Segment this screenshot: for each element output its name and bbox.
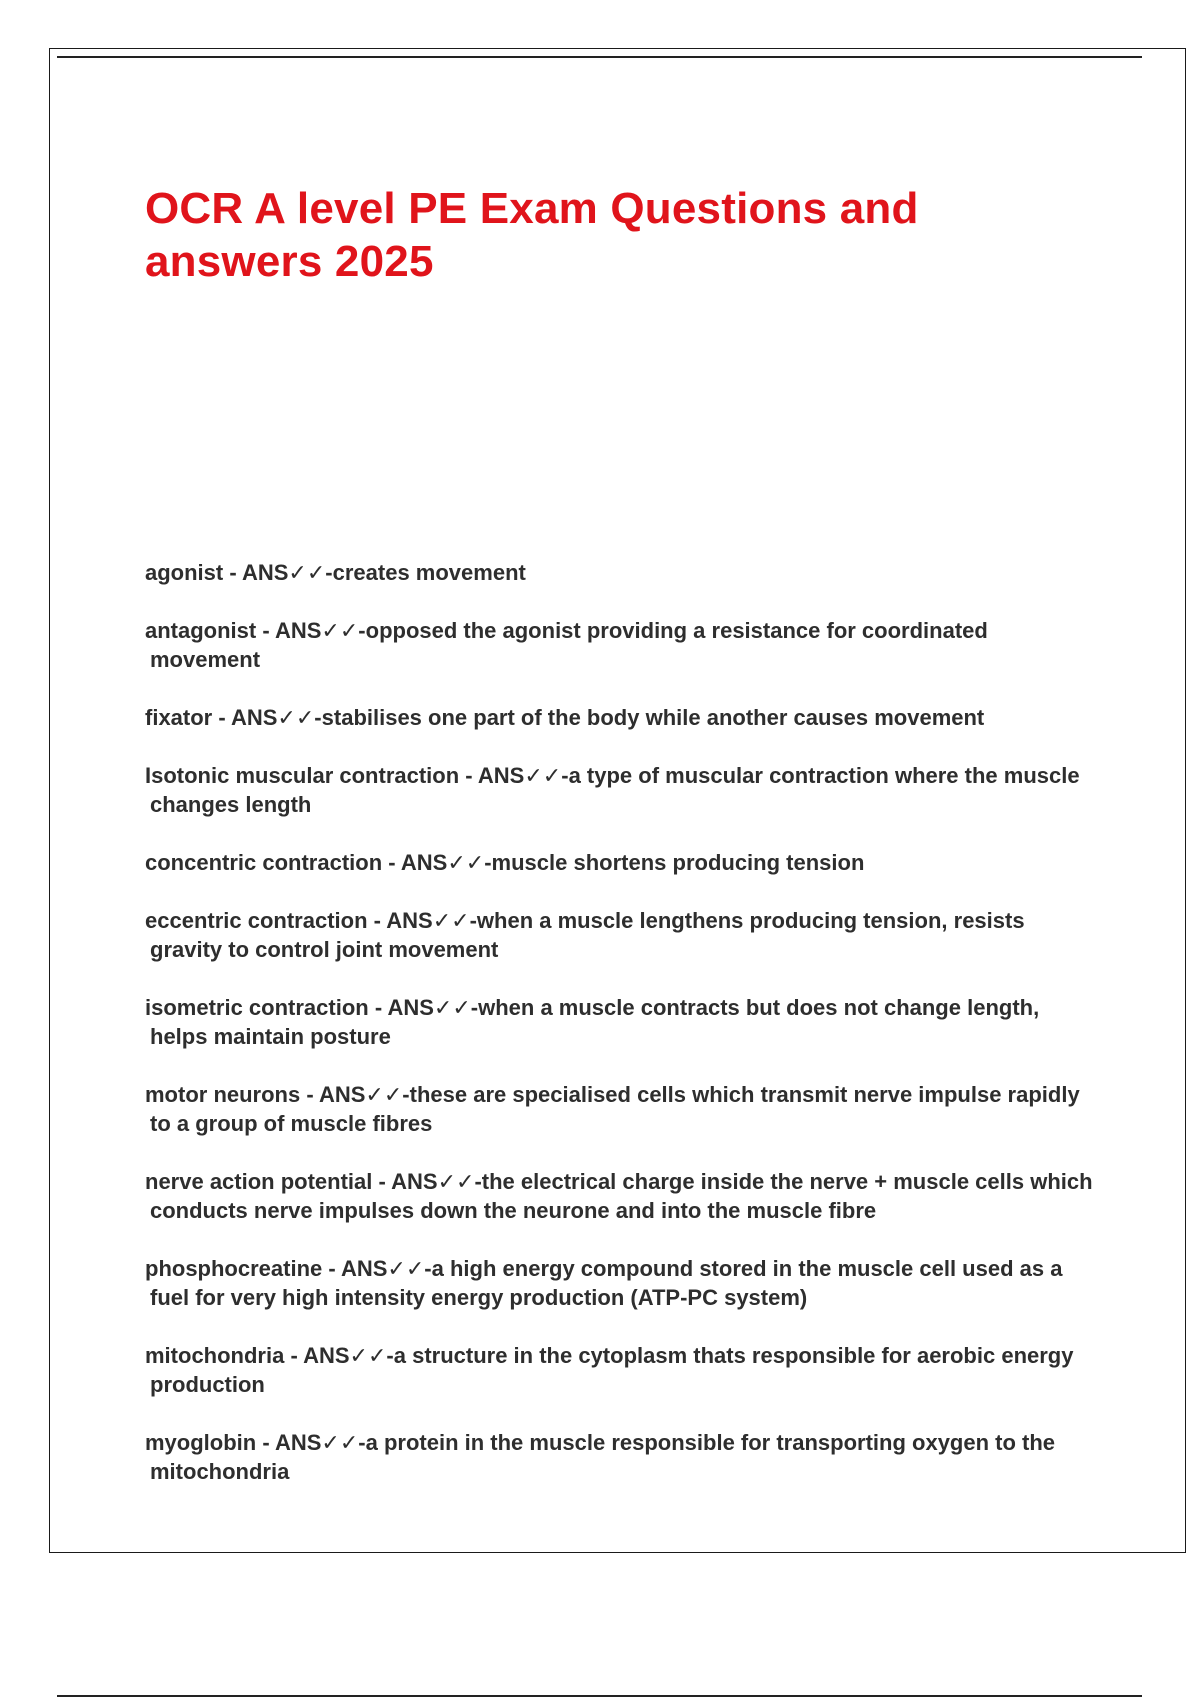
qa-item — [145, 848, 1095, 877]
qa-term: concentric contraction — [145, 850, 383, 875]
qa-item — [145, 993, 1095, 1051]
qa-separator: - ANS✓✓- — [284, 1343, 394, 1368]
qa-term: agonist — [145, 560, 224, 585]
qa-answer: the electrical charge inside the nerve + muscle cells which conducts nerve impulses down the neurone and into the muscle fibre — [150, 1169, 1093, 1223]
qa-term: eccentric contraction — [145, 908, 368, 933]
qa-term: nerve action potential — [145, 1169, 373, 1194]
qa-item — [145, 1341, 1095, 1399]
qa-item — [145, 703, 1095, 732]
qa-separator: - ANS✓✓- — [367, 908, 477, 933]
qa-item — [145, 1254, 1095, 1312]
qa-term: isometric contraction — [145, 995, 369, 1020]
qa-separator: - ANS✓✓- — [223, 560, 333, 585]
qa-item — [145, 761, 1095, 819]
qa-answer: a high energy compound stored in the muscle cell used as a fuel for very high intensity energy production (ATP-PC system) — [150, 1256, 1063, 1310]
qa-answer: a protein in the muscle responsible for transporting oxygen to the mitochondria — [150, 1430, 1056, 1484]
qa-term: myoglobin — [145, 1430, 257, 1455]
qa-item — [145, 1167, 1095, 1225]
qa-separator: - ANS✓✓- — [372, 1169, 482, 1194]
qa-answer: a structure in the cytoplasm thats responsible for aerobic energy production — [150, 1343, 1074, 1397]
qa-separator: - ANS✓✓- — [382, 850, 492, 875]
qa-item — [145, 906, 1095, 964]
qa-answer: a type of muscular contraction where the muscle changes length — [150, 763, 1080, 817]
qa-separator: - ANS✓✓- — [256, 1430, 366, 1455]
qa-item — [145, 558, 1095, 587]
document-title: OCR A level PE Exam Questions and answers 2025 — [145, 184, 919, 286]
qa-term: Isotonic muscular contraction — [145, 763, 460, 788]
qa-answer: creates movement — [332, 560, 526, 585]
qa-term: mitochondria — [145, 1343, 285, 1368]
qa-term: antagonist — [145, 618, 257, 643]
qa-separator: - ANS✓✓- — [300, 1082, 410, 1107]
qa-answer: when a muscle contracts but does not change length, helps maintain posture — [150, 995, 1040, 1049]
qa-separator: - ANS✓✓- — [322, 1256, 432, 1281]
qa-answer: these are specialised cells which transmit nerve impulse rapidly to a group of muscle fibres — [150, 1082, 1080, 1136]
qa-answer: stabilises one part of the body while another causes movement — [321, 705, 985, 730]
qa-term: phosphocreatine — [145, 1256, 323, 1281]
qa-separator: - ANS✓✓- — [256, 618, 366, 643]
qa-list — [145, 558, 1095, 1515]
qa-term: fixator — [145, 705, 213, 730]
qa-item — [145, 1428, 1095, 1486]
qa-item — [145, 1080, 1095, 1138]
bottom-rule — [57, 1695, 1142, 1697]
qa-separator: - ANS✓✓- — [368, 995, 479, 1020]
qa-item — [145, 616, 1095, 674]
qa-answer: opposed the agonist providing a resistance for coordinated movement — [150, 618, 988, 672]
qa-separator: - ANS✓✓- — [459, 763, 569, 788]
qa-separator: - ANS✓✓- — [212, 705, 322, 730]
qa-term: motor neurons — [145, 1082, 301, 1107]
qa-answer: muscle shortens producing tension — [491, 850, 865, 875]
qa-answer: when a muscle lengthens producing tension, resists gravity to control joint movement — [150, 908, 1025, 962]
